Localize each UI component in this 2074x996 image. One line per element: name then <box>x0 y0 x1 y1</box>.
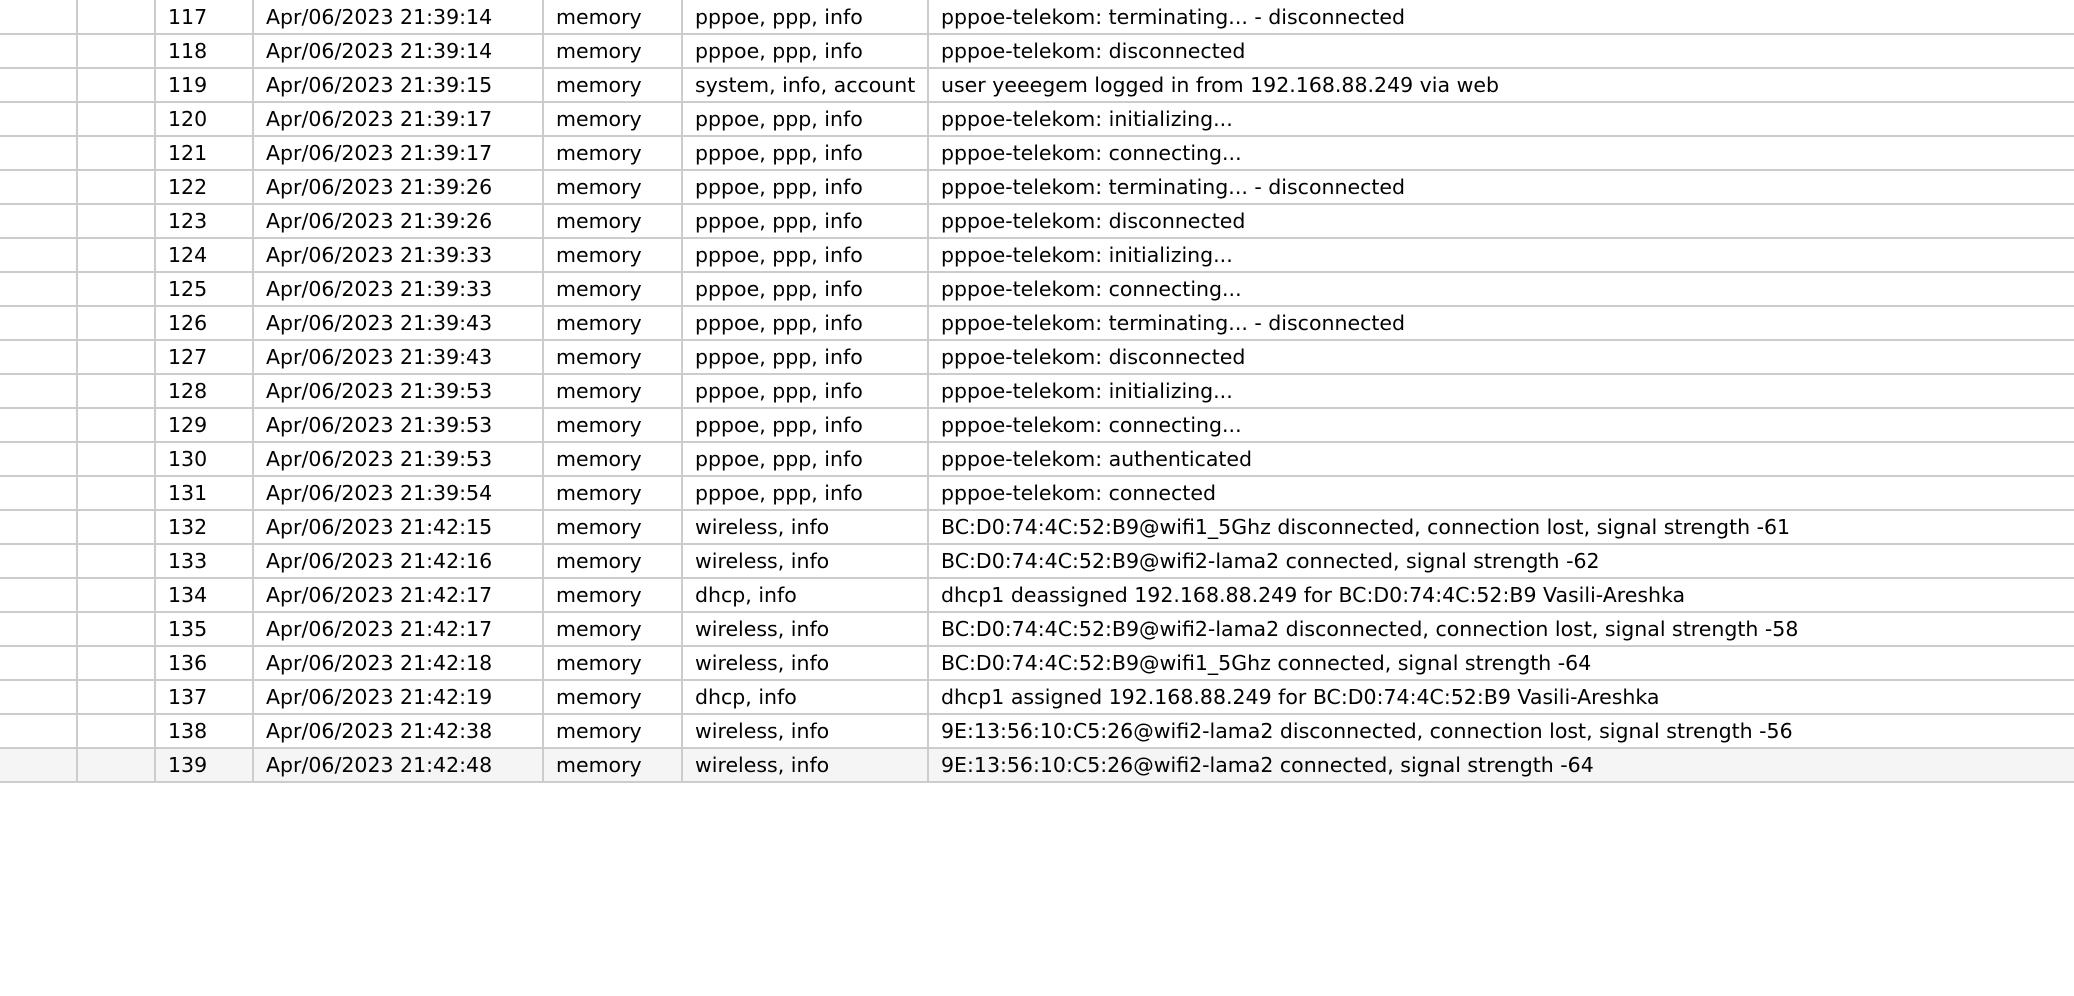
cell-topics: wireless, info <box>682 612 928 646</box>
cell-flag[interactable] <box>0 544 77 578</box>
cell-topics: wireless, info <box>682 714 928 748</box>
cell-flag[interactable] <box>0 136 77 170</box>
cell-number: 117 <box>155 0 253 34</box>
cell-topics: pppoe, ppp, info <box>682 0 928 34</box>
cell-message: pppoe-telekom: connecting... <box>928 136 2074 170</box>
cell-buffer: memory <box>543 34 682 68</box>
cell-flag[interactable] <box>0 374 77 408</box>
cell-number: 123 <box>155 204 253 238</box>
table-row[interactable] <box>0 476 2074 510</box>
cell-topics: wireless, info <box>682 646 928 680</box>
cell-number: 122 <box>155 170 253 204</box>
table-row[interactable] <box>0 578 2074 612</box>
cell-message: user yeeegem logged in from 192.168.88.249 via web <box>928 68 2074 102</box>
cell-flag[interactable] <box>0 476 77 510</box>
cell-flag[interactable] <box>0 102 77 136</box>
cell-icon[interactable] <box>77 136 155 170</box>
cell-number: 139 <box>155 748 253 782</box>
cell-icon[interactable] <box>77 408 155 442</box>
cell-buffer: memory <box>543 476 682 510</box>
cell-number: 138 <box>155 714 253 748</box>
cell-time: Apr/06/2023 21:39:53 <box>253 442 543 476</box>
cell-flag[interactable] <box>0 442 77 476</box>
cell-flag[interactable] <box>0 680 77 714</box>
cell-icon[interactable] <box>77 34 155 68</box>
cell-message: pppoe-telekom: initializing... <box>928 374 2074 408</box>
cell-icon[interactable] <box>77 272 155 306</box>
cell-topics: wireless, info <box>682 748 928 782</box>
cell-icon[interactable] <box>77 612 155 646</box>
table-row[interactable] <box>0 68 2074 102</box>
cell-message: dhcp1 assigned 192.168.88.249 for BC:D0:74:4C:52:B9 Vasili-Areshka <box>928 680 2074 714</box>
cell-buffer: memory <box>543 170 682 204</box>
cell-message: pppoe-telekom: disconnected <box>928 340 2074 374</box>
cell-time: Apr/06/2023 21:39:15 <box>253 68 543 102</box>
cell-message: pppoe-telekom: disconnected <box>928 34 2074 68</box>
cell-topics: pppoe, ppp, info <box>682 136 928 170</box>
table-row[interactable] <box>0 748 2074 782</box>
cell-buffer: memory <box>543 510 682 544</box>
cell-time: Apr/06/2023 21:39:33 <box>253 238 543 272</box>
cell-topics: wireless, info <box>682 544 928 578</box>
cell-topics: wireless, info <box>682 510 928 544</box>
cell-flag[interactable] <box>0 68 77 102</box>
cell-topics: pppoe, ppp, info <box>682 340 928 374</box>
cell-icon[interactable] <box>77 714 155 748</box>
table-row[interactable] <box>0 408 2074 442</box>
cell-message: 9E:13:56:10:C5:26@wifi2-lama2 connected, signal strength -64 <box>928 748 2074 782</box>
cell-flag[interactable] <box>0 612 77 646</box>
cell-buffer: memory <box>543 306 682 340</box>
cell-icon[interactable] <box>77 680 155 714</box>
cell-message: BC:D0:74:4C:52:B9@wifi2-lama2 disconnected, connection lost, signal strength -58 <box>928 612 2074 646</box>
cell-buffer: memory <box>543 204 682 238</box>
table-row[interactable] <box>0 136 2074 170</box>
cell-topics: pppoe, ppp, info <box>682 476 928 510</box>
cell-time: Apr/06/2023 21:42:17 <box>253 612 543 646</box>
cell-topics: pppoe, ppp, info <box>682 272 928 306</box>
cell-number: 128 <box>155 374 253 408</box>
cell-time: Apr/06/2023 21:39:43 <box>253 340 543 374</box>
cell-icon[interactable] <box>77 544 155 578</box>
cell-icon[interactable] <box>77 68 155 102</box>
cell-flag[interactable] <box>0 204 77 238</box>
cell-time: Apr/06/2023 21:42:19 <box>253 680 543 714</box>
cell-flag[interactable] <box>0 408 77 442</box>
table-row[interactable] <box>0 646 2074 680</box>
table-row[interactable] <box>0 238 2074 272</box>
cell-buffer: memory <box>543 578 682 612</box>
cell-number: 120 <box>155 102 253 136</box>
cell-time: Apr/06/2023 21:39:43 <box>253 306 543 340</box>
cell-number: 121 <box>155 136 253 170</box>
cell-message: pppoe-telekom: connected <box>928 476 2074 510</box>
cell-message: BC:D0:74:4C:52:B9@wifi2-lama2 connected, signal strength -62 <box>928 544 2074 578</box>
cell-buffer: memory <box>543 748 682 782</box>
cell-message: 9E:13:56:10:C5:26@wifi2-lama2 disconnected, connection lost, signal strength -56 <box>928 714 2074 748</box>
cell-icon[interactable] <box>77 510 155 544</box>
cell-time: Apr/06/2023 21:42:16 <box>253 544 543 578</box>
cell-message: pppoe-telekom: terminating... - disconnected <box>928 0 2074 34</box>
cell-number: 125 <box>155 272 253 306</box>
cell-time: Apr/06/2023 21:39:17 <box>253 136 543 170</box>
cell-buffer: memory <box>543 714 682 748</box>
table-row[interactable] <box>0 102 2074 136</box>
cell-flag[interactable] <box>0 238 77 272</box>
cell-time: Apr/06/2023 21:42:17 <box>253 578 543 612</box>
cell-icon[interactable] <box>77 442 155 476</box>
cell-icon[interactable] <box>77 476 155 510</box>
table-row[interactable] <box>0 34 2074 68</box>
cell-message: dhcp1 deassigned 192.168.88.249 for BC:D0:74:4C:52:B9 Vasili-Areshka <box>928 578 2074 612</box>
cell-buffer: memory <box>543 544 682 578</box>
table-row-clipped[interactable] <box>0 0 2074 34</box>
cell-flag[interactable] <box>0 510 77 544</box>
cell-buffer: memory <box>543 0 682 34</box>
cell-number: 133 <box>155 544 253 578</box>
cell-time: Apr/06/2023 21:39:26 <box>253 170 543 204</box>
cell-message: pppoe-telekom: initializing... <box>928 238 2074 272</box>
cell-number: 134 <box>155 578 253 612</box>
cell-icon[interactable] <box>77 748 155 782</box>
table-row[interactable] <box>0 442 2074 476</box>
cell-message: pppoe-telekom: disconnected <box>928 204 2074 238</box>
cell-buffer: memory <box>543 102 682 136</box>
cell-message: pppoe-telekom: initializing... <box>928 102 2074 136</box>
cell-topics: system, info, account <box>682 68 928 102</box>
table-row[interactable] <box>0 306 2074 340</box>
cell-icon[interactable] <box>77 578 155 612</box>
cell-number: 137 <box>155 680 253 714</box>
cell-time: Apr/06/2023 21:39:53 <box>253 374 543 408</box>
cell-flag[interactable] <box>0 748 77 782</box>
cell-buffer: memory <box>543 374 682 408</box>
cell-flag[interactable] <box>0 714 77 748</box>
cell-flag[interactable] <box>0 340 77 374</box>
cell-icon[interactable] <box>77 374 155 408</box>
cell-icon[interactable] <box>77 340 155 374</box>
cell-buffer: memory <box>543 136 682 170</box>
cell-topics: pppoe, ppp, info <box>682 102 928 136</box>
cell-time: Apr/06/2023 21:42:18 <box>253 646 543 680</box>
table-row[interactable] <box>0 714 2074 748</box>
cell-flag[interactable] <box>0 272 77 306</box>
cell-number: 119 <box>155 68 253 102</box>
cell-topics: pppoe, ppp, info <box>682 442 928 476</box>
table-row[interactable] <box>0 204 2074 238</box>
cell-flag <box>0 0 77 34</box>
cell-time: Apr/06/2023 21:42:38 <box>253 714 543 748</box>
cell-icon <box>77 0 155 34</box>
cell-topics: pppoe, ppp, info <box>682 204 928 238</box>
cell-number: 126 <box>155 306 253 340</box>
cell-buffer: memory <box>543 68 682 102</box>
cell-message: BC:D0:74:4C:52:B9@wifi1_5Ghz disconnected, connection lost, signal strength -61 <box>928 510 2074 544</box>
cell-flag[interactable] <box>0 34 77 68</box>
cell-buffer: memory <box>543 340 682 374</box>
cell-flag[interactable] <box>0 646 77 680</box>
table-row[interactable] <box>0 680 2074 714</box>
cell-icon[interactable] <box>77 238 155 272</box>
table-row[interactable] <box>0 544 2074 578</box>
cell-buffer: memory <box>543 238 682 272</box>
cell-topics: pppoe, ppp, info <box>682 306 928 340</box>
cell-flag[interactable] <box>0 306 77 340</box>
cell-time: Apr/06/2023 21:39:17 <box>253 102 543 136</box>
cell-time: Apr/06/2023 21:39:26 <box>253 204 543 238</box>
cell-icon[interactable] <box>77 102 155 136</box>
cell-flag[interactable] <box>0 578 77 612</box>
cell-message: pppoe-telekom: authenticated <box>928 442 2074 476</box>
cell-number: 135 <box>155 612 253 646</box>
cell-topics: pppoe, ppp, info <box>682 170 928 204</box>
cell-topics: dhcp, info <box>682 680 928 714</box>
cell-topics: pppoe, ppp, info <box>682 374 928 408</box>
cell-message: pppoe-telekom: connecting... <box>928 408 2074 442</box>
cell-message: pppoe-telekom: terminating... - disconnected <box>928 170 2074 204</box>
cell-topics: pppoe, ppp, info <box>682 238 928 272</box>
cell-flag[interactable] <box>0 170 77 204</box>
cell-time: Apr/06/2023 21:42:15 <box>253 510 543 544</box>
cell-number: 129 <box>155 408 253 442</box>
cell-buffer: memory <box>543 408 682 442</box>
cell-buffer: memory <box>543 680 682 714</box>
cell-time: Apr/06/2023 21:39:53 <box>253 408 543 442</box>
cell-topics: pppoe, ppp, info <box>682 408 928 442</box>
cell-time: Apr/06/2023 21:39:54 <box>253 476 543 510</box>
cell-message: BC:D0:74:4C:52:B9@wifi1_5Ghz connected, signal strength -64 <box>928 646 2074 680</box>
table-row[interactable] <box>0 374 2074 408</box>
cell-number: 118 <box>155 34 253 68</box>
cell-icon[interactable] <box>77 170 155 204</box>
table-row[interactable] <box>0 170 2074 204</box>
cell-buffer: memory <box>543 272 682 306</box>
cell-time: Apr/06/2023 21:39:33 <box>253 272 543 306</box>
cell-icon[interactable] <box>77 646 155 680</box>
table-row[interactable] <box>0 510 2074 544</box>
table-row[interactable] <box>0 340 2074 374</box>
cell-message: pppoe-telekom: connecting... <box>928 272 2074 306</box>
cell-number: 131 <box>155 476 253 510</box>
cell-number: 132 <box>155 510 253 544</box>
cell-icon[interactable] <box>77 306 155 340</box>
cell-time: Apr/06/2023 21:39:14 <box>253 34 543 68</box>
cell-buffer: memory <box>543 646 682 680</box>
cell-number: 127 <box>155 340 253 374</box>
cell-number: 136 <box>155 646 253 680</box>
cell-time: Apr/06/2023 21:39:14 <box>253 0 543 34</box>
cell-icon[interactable] <box>77 204 155 238</box>
cell-message: pppoe-telekom: terminating... - disconnected <box>928 306 2074 340</box>
cell-number: 124 <box>155 238 253 272</box>
table-row[interactable] <box>0 272 2074 306</box>
cell-time: Apr/06/2023 21:42:48 <box>253 748 543 782</box>
cell-topics: pppoe, ppp, info <box>682 34 928 68</box>
cell-buffer: memory <box>543 442 682 476</box>
table-row[interactable] <box>0 612 2074 646</box>
cell-number: 130 <box>155 442 253 476</box>
cell-topics: dhcp, info <box>682 578 928 612</box>
cell-buffer: memory <box>543 612 682 646</box>
